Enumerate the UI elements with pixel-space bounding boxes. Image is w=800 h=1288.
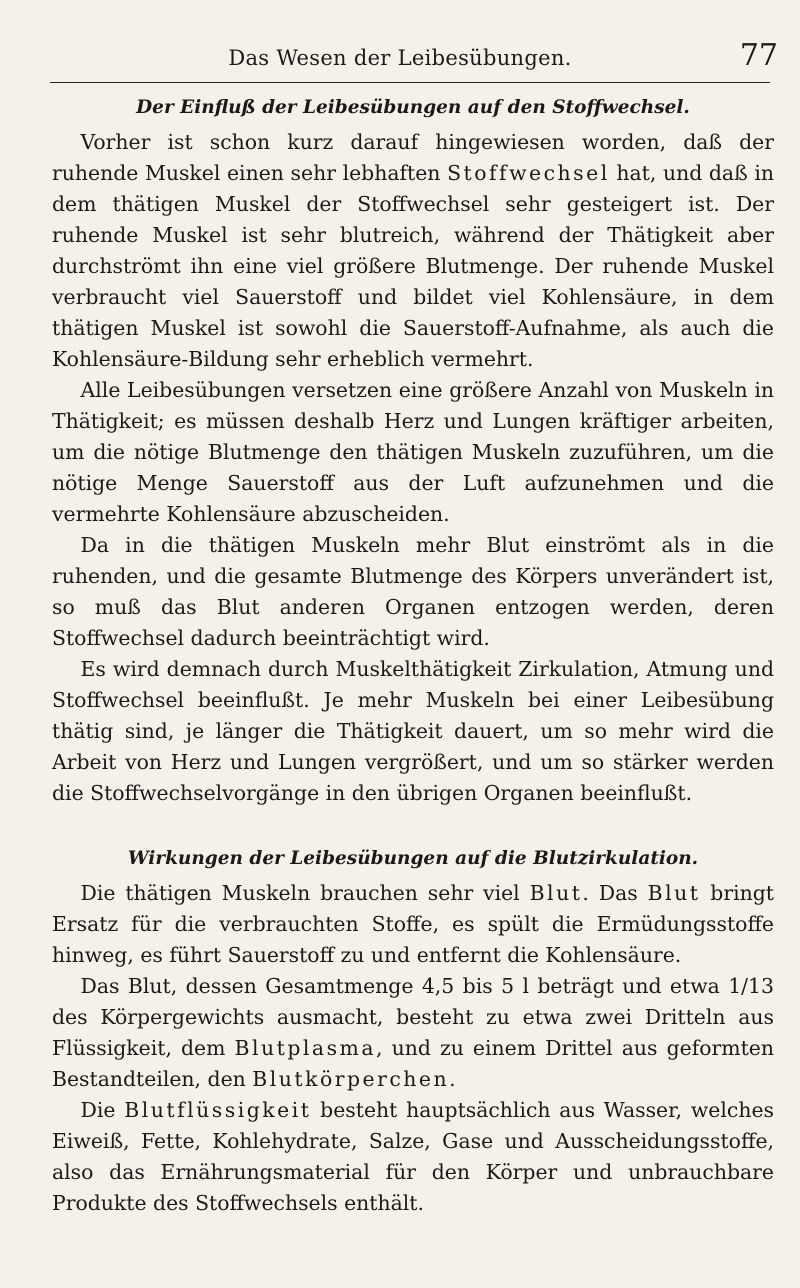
paragraph: Alle Leibesübungen versetzen eine größere Anzahl von Muskeln in Thätigkeit; es müssen deshalb Herz und Lungen kräftiger arbeiten, um die nötige Blutmenge den thätigen Muskeln zuzuführen, um die nötige Menge Sauerstoff aus der Luft aufzunehmen und die vermehrte Kohlensäure abzuscheiden. <box>52 378 774 526</box>
emphasis: Blut <box>529 881 583 905</box>
fraction: 1/13 <box>728 974 774 998</box>
emphasis: Blutkörperchen <box>252 1067 450 1091</box>
emphasis: Stoffwechsel <box>447 161 610 185</box>
paragraph: Es wird demnach durch Muskelthätigkeit Zirkulation, Atmung und Stoffwechsel beeinflußt. Je mehr Muskeln bei einer Leibesübung thätig sind, je länger die Thätigkeit dauert, um so mehr wird die Arbeit von Herz und Lungen vergrößert, und um so stärker werden die Stoffwechselvorgänge in den übrigen Organen beeinflußt. <box>52 657 774 805</box>
page-number: 77 <box>739 38 778 73</box>
paragraph: Das Blut, dessen Gesamtmenge 4,5 bis 5 l beträgt und etwa 1/13 des Körpergewichts ausmacht, besteht zu etwa zwei Dritteln aus Flüssigkeit, dem Blutplasma, und zu einem Drittel aus geformten Bestandteilen, den Blutkörperchen. <box>52 974 774 1091</box>
paragraph: Vorher ist schon kurz darauf hingewiesen worden, daß der ruhende Muskel einen sehr lebhaften Stoffwechsel hat, und daß in dem thätigen Muskel der Stoffwechsel sehr gesteigert ist. Der ruhende Muskel ist sehr blutreich, während der Thätigkeit aber durchströmt ihn eine viel größere Blutmenge. Der ruhende Muskel verbraucht viel Sauerstoff und bildet viel Kohlensäure, in dem thätigen Muskel ist sowohl die Sauerstoff-Aufnahme, als auch die Kohlensäure-Bildung sehr erheblich vermehrt. <box>52 130 774 371</box>
paragraph: Da in die thätigen Muskeln mehr Blut einströmt als in die ruhenden, und die gesamte Blutmenge des Körpers unverändert ist, so muß das Blut anderen Organen entzogen werden, deren Stoffwechsel dadurch beeinträchtigt wird. <box>52 533 774 650</box>
header-rule <box>50 82 770 83</box>
emphasis: Blutplasma <box>234 1036 377 1060</box>
section-heading-stoffwechsel: Der Einfluß der Leibesübungen auf den Stoffwechsel. <box>136 97 690 118</box>
running-head <box>0 38 800 78</box>
paragraph: Die thätigen Muskeln brauchen sehr viel Blut. Das Blut bringt Ersatz für die verbrauchten Stoffe, es spült die Ermüdungsstoffe hinweg, es führt Sauerstoff zu und entfernt die Kohlensäure. <box>52 881 775 967</box>
emphasis: Blut <box>647 881 701 905</box>
paragraph: Die Blutflüssigkeit besteht hauptsächlich aus Wasser, welches Eiweiß, Fette, Kohlehydrate, Salze, Gase und Ausscheidungsstoffe, also das Ernährungsmaterial für den Körper und unbrauchbare Produkte des Stoffwechsels enthält. <box>52 1098 774 1215</box>
page-body <box>52 92 774 1219</box>
section-heading-blutzirkulation: Wirkungen der Leibesübungen auf die Blutzirkulation. <box>127 848 699 869</box>
emphasis: Blutflüssigkeit <box>124 1098 312 1122</box>
running-title: Das Wesen der Leibesübungen. <box>228 46 572 70</box>
